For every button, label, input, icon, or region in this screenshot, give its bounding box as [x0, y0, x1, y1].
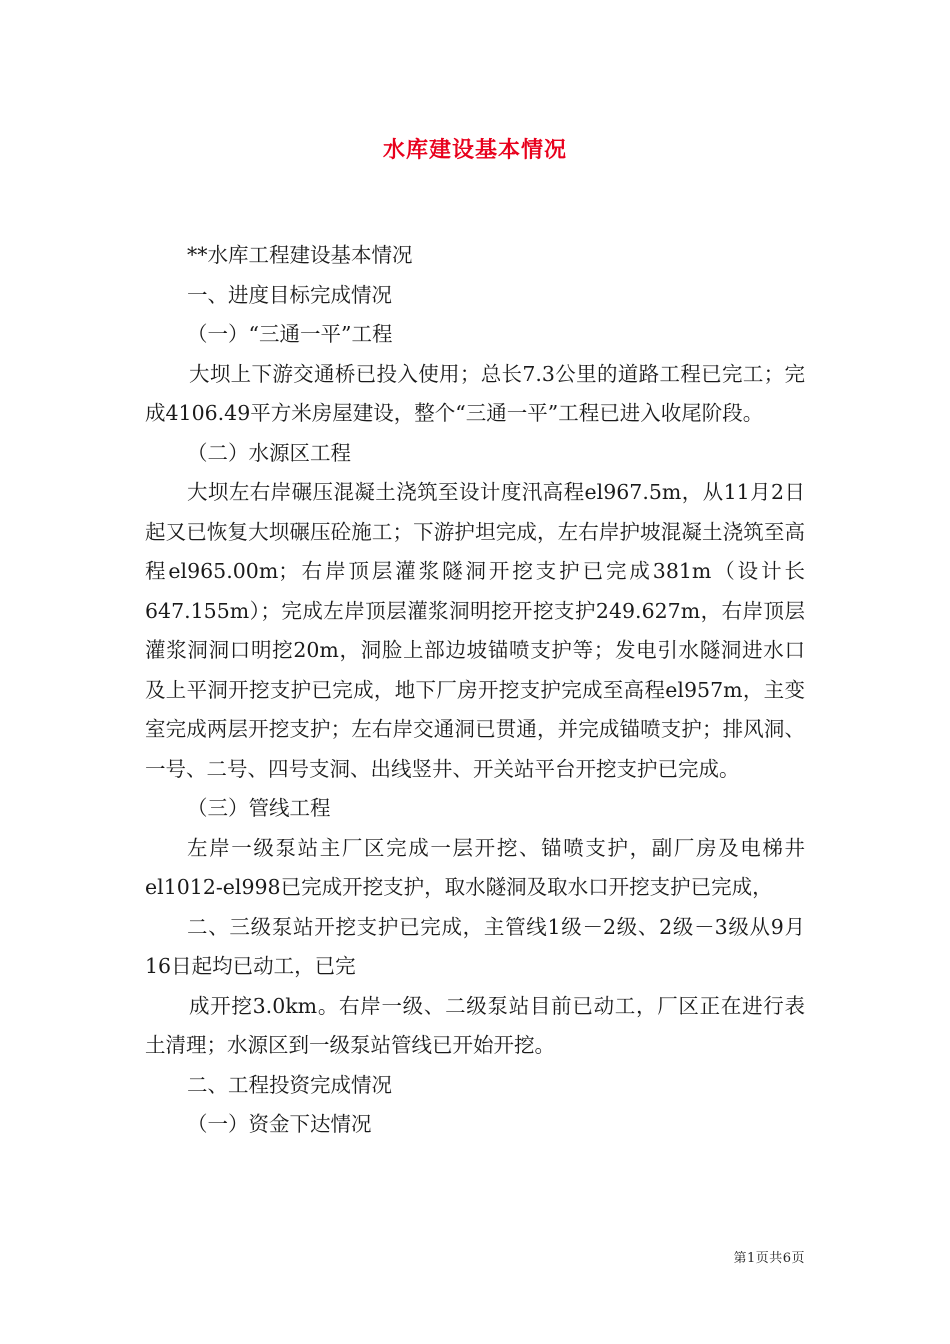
section-heading: 二、工程投资完成情况	[187, 1072, 392, 1097]
page-number: 第1页共6页	[733, 1251, 805, 1266]
section-heading: **水库工程建设基本情况	[187, 243, 413, 267]
paragraph: 大坝上下游交通桥已投入使用；总长7.3公里的道路工程已完工；完成4106.49平方米房屋建设，整个“三通一平”工程已进入收尾阶段。	[145, 361, 805, 425]
paragraph: 左岸一级泵站主厂区完成一层开挖、锚喷支护，副厂房及电梯井el1012-el998已完成开挖支护，取水隧洞及取水口开挖支护已完成，	[145, 835, 805, 899]
subsection-heading: （三）管线工程	[187, 796, 331, 820]
subsection-heading: （一）资金下达情况	[187, 1112, 372, 1136]
paragraph: 大坝左右岸碾压混凝土浇筑至设计度汛高程el967.5m，从11月2日起又已恢复大坝碾压砼施工；下游护坦完成，左右岸护坡混凝土浇筑至高程el965.00m；右岸顶层灌浆隧洞开挖支护已完成381m（设计长647.155m）；完成左岸顶层灌浆洞明挖开挖支护249.627m，右岸顶层灌浆洞洞口明挖20m，洞脸上部边坡锚喷支护等；发电引水隧洞进水口及上平洞开挖支护已完成，地下厂房开挖支护完成至高程el957m，主变室完成两层开挖支护；左右岸交通洞已贯通，并完成锚喷支护；排风洞、一号、二号、四号支洞、出线竖井、开关站平台开挖支护已完成。	[145, 480, 805, 781]
page-title: 水库建设基本情况	[382, 137, 567, 163]
section-heading: 一、进度目标完成情况	[187, 282, 392, 307]
subsection-heading: （二）水源区工程	[187, 440, 351, 465]
paragraph: 成开挖3.0km。右岸一级、二级泵站目前已动工，厂区正在进行表土清理；水源区到一级泵站管线已开始开挖。	[145, 993, 805, 1057]
subsection-heading: （一）“三通一平”工程	[187, 322, 393, 346]
paragraph: 二、三级泵站开挖支护已完成，主管线1级－2级、2级－3级从9月16日起均已动工，已完	[145, 914, 805, 978]
document-body	[145, 236, 805, 1145]
